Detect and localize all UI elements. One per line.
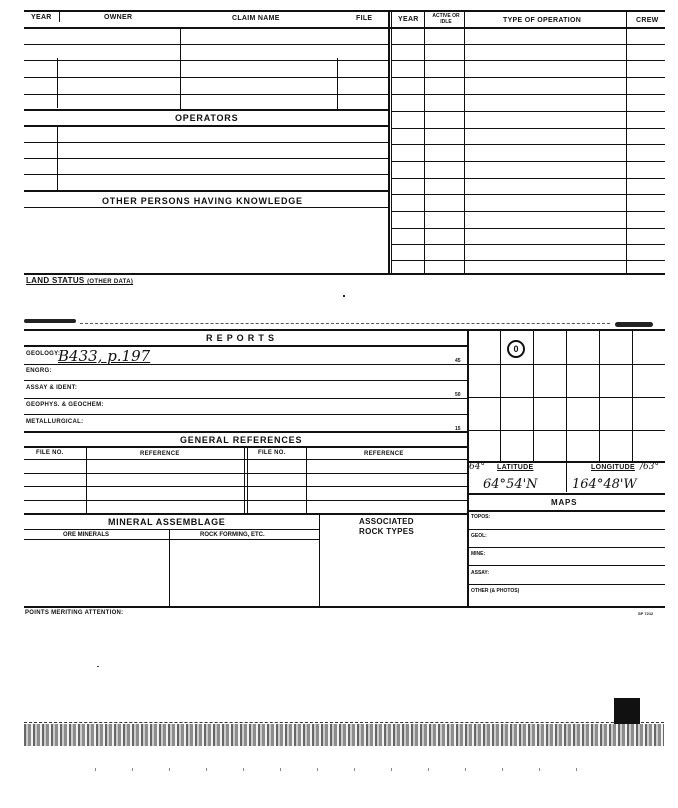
row-line: [24, 380, 467, 381]
maps-geol: GEOL:: [471, 533, 487, 539]
geology-handwritten: B433, p.197: [58, 347, 151, 365]
land-status-label: LAND STATUS: [26, 276, 85, 285]
circled-mark-text: 0: [513, 344, 519, 354]
col-line: [337, 58, 338, 110]
row-line: [24, 529, 319, 530]
row-line: [468, 565, 665, 566]
maps-topos: TOPOS:: [471, 514, 491, 520]
header-active-or-idle: ACTIVE OR IDLE: [432, 13, 460, 25]
row-line: [391, 161, 665, 162]
row-line: [391, 44, 665, 45]
other-persons-title: OTHER PERSONS HAVING KNOWLEDGE: [102, 196, 303, 206]
lat-prefix: 64°: [469, 462, 485, 472]
latitude-label: LATITUDE: [497, 464, 534, 471]
header-crew: CREW: [636, 17, 659, 24]
header-bottom-rule: [24, 27, 665, 29]
other-persons-top-rule: [24, 190, 388, 192]
row-rule: [24, 431, 467, 433]
row-line: [24, 158, 388, 159]
maps-assay: ASSAY:: [471, 570, 490, 576]
header-divider: [424, 10, 425, 275]
mineral-bottom-rule: [24, 606, 665, 608]
row-line: [24, 77, 388, 78]
scan-block: [614, 698, 640, 724]
row-line: [24, 60, 388, 61]
row-line: [24, 398, 467, 399]
grid-row: [468, 430, 665, 431]
speck: [343, 295, 345, 297]
row-line: [391, 244, 665, 245]
ref-col-reference: REFERENCE: [140, 451, 180, 457]
scan-line: [24, 722, 664, 723]
col-line: [86, 447, 87, 513]
col-line: [57, 126, 58, 190]
land-status-title: [26, 276, 133, 285]
col-line: [319, 514, 320, 607]
col-line: [244, 447, 245, 513]
grid-col: [500, 331, 501, 461]
general-references-title: GENERAL REFERENCES: [180, 435, 303, 445]
rock-forming-label: ROCK FORMING, ETC.: [200, 532, 265, 538]
row-line: [24, 174, 388, 175]
ref-col-file-no-2: FILE NO.: [258, 450, 286, 456]
col-line: [247, 447, 248, 513]
col-line: [306, 447, 307, 513]
scan-specks: [95, 768, 595, 771]
header-type-of-operation: TYPE OF OPERATION: [503, 17, 582, 24]
latitude-handwritten: 64°54'N: [483, 477, 538, 492]
row-line: [24, 486, 467, 487]
form-code: SP 7212: [638, 611, 654, 616]
metallurgical-label: METALLURGICAL:: [26, 419, 84, 425]
operators-title: OPERATORS: [175, 113, 239, 123]
grid-col: [566, 331, 567, 461]
reports-title: R E P O R T S: [206, 333, 275, 343]
row-line: [391, 194, 665, 195]
scan-smear: [615, 322, 653, 327]
row-line: [391, 60, 665, 61]
row-line: [24, 459, 467, 460]
longitude-handwritten: 164°48'W: [572, 477, 637, 492]
grid-row: [468, 364, 665, 365]
header-divider: [626, 10, 627, 275]
row-line: [391, 77, 665, 78]
top-border: [24, 10, 665, 12]
maps-rule: [468, 510, 665, 512]
row-line: [468, 584, 665, 585]
operators-bottom-rule: [24, 125, 388, 127]
assay-number: 50: [455, 392, 461, 398]
references-bottom-rule: [24, 513, 467, 515]
grid-col: [533, 331, 534, 461]
grid-col: [632, 331, 633, 461]
row-line: [24, 539, 319, 540]
row-line: [391, 111, 665, 112]
col-line: [57, 58, 58, 108]
header-divider: [464, 10, 465, 275]
header-year: YEAR: [31, 14, 52, 21]
col-line: [169, 530, 170, 607]
maps-title: MAPS: [551, 498, 578, 507]
grid-row: [468, 397, 665, 398]
associated-label: ASSOCIATED: [359, 517, 414, 526]
grid-col: [599, 331, 600, 461]
row-line: [24, 44, 388, 45]
mineral-assemblage-title: MINERAL ASSEMBLAGE: [108, 517, 226, 527]
row-line: [391, 228, 665, 229]
land-status-sub: (OTHER DATA): [87, 279, 134, 285]
ref-col-file-no: FILE NO.: [36, 450, 64, 456]
header-claim-name: CLAIM NAME: [232, 15, 280, 22]
row-line: [24, 364, 467, 365]
header-file: FILE: [356, 15, 373, 22]
maps-other: OTHER (& PHOTOS): [471, 588, 520, 594]
col-line: [566, 462, 567, 492]
row-line: [391, 260, 665, 261]
row-line: [468, 547, 665, 548]
ref-col-reference-2: REFERENCE: [364, 451, 404, 457]
scan-noise-band: [24, 724, 664, 746]
center-divider-inner: [391, 10, 392, 275]
geology-label: GEOLOGY:: [26, 351, 61, 357]
center-divider: [388, 10, 390, 275]
scan-smear: [24, 319, 76, 323]
section-bottom-rule: [24, 273, 665, 275]
circled-mark: [507, 340, 525, 358]
reports-top-rule: [24, 329, 665, 331]
geology-number: 45: [455, 358, 461, 364]
operators-top-rule: [24, 109, 388, 111]
row-line: [468, 529, 665, 530]
reports-top-dashed: [80, 323, 610, 324]
speck: [97, 666, 99, 667]
general-references-rule: [24, 446, 467, 448]
row-line: [391, 178, 665, 179]
points-meriting-attention: POINTS MERITING ATTENTION:: [25, 610, 124, 616]
row-line: [391, 144, 665, 145]
maps-top-rule: [468, 493, 665, 495]
row-line: [24, 142, 388, 143]
ore-minerals-label: ORE MINERALS: [63, 532, 110, 538]
row-line: [24, 473, 467, 474]
header-year-2: YEAR: [398, 16, 419, 23]
engrg-label: ENGRG:: [26, 368, 52, 374]
longitude-label: LONGITUDE: [591, 464, 635, 471]
row-line: [391, 94, 665, 95]
long-suffix: /63°: [640, 462, 659, 472]
header-divider: [59, 10, 60, 22]
geophys-label: GEOPHYS. & GEOCHEM:: [26, 402, 104, 408]
row-line: [24, 94, 388, 95]
row-line: [391, 128, 665, 129]
col-line: [180, 28, 181, 110]
row-line: [391, 211, 665, 212]
maps-mine: MINE:: [471, 551, 486, 557]
metallurgical-number: 15: [455, 426, 461, 432]
row-line: [24, 414, 467, 415]
row-line: [24, 500, 467, 501]
assay-label: ASSAY & IDENT:: [26, 385, 78, 391]
header-owner: OWNER: [104, 14, 133, 21]
other-persons-rule: [24, 207, 388, 208]
rock-types-label: ROCK TYPES: [359, 527, 415, 536]
